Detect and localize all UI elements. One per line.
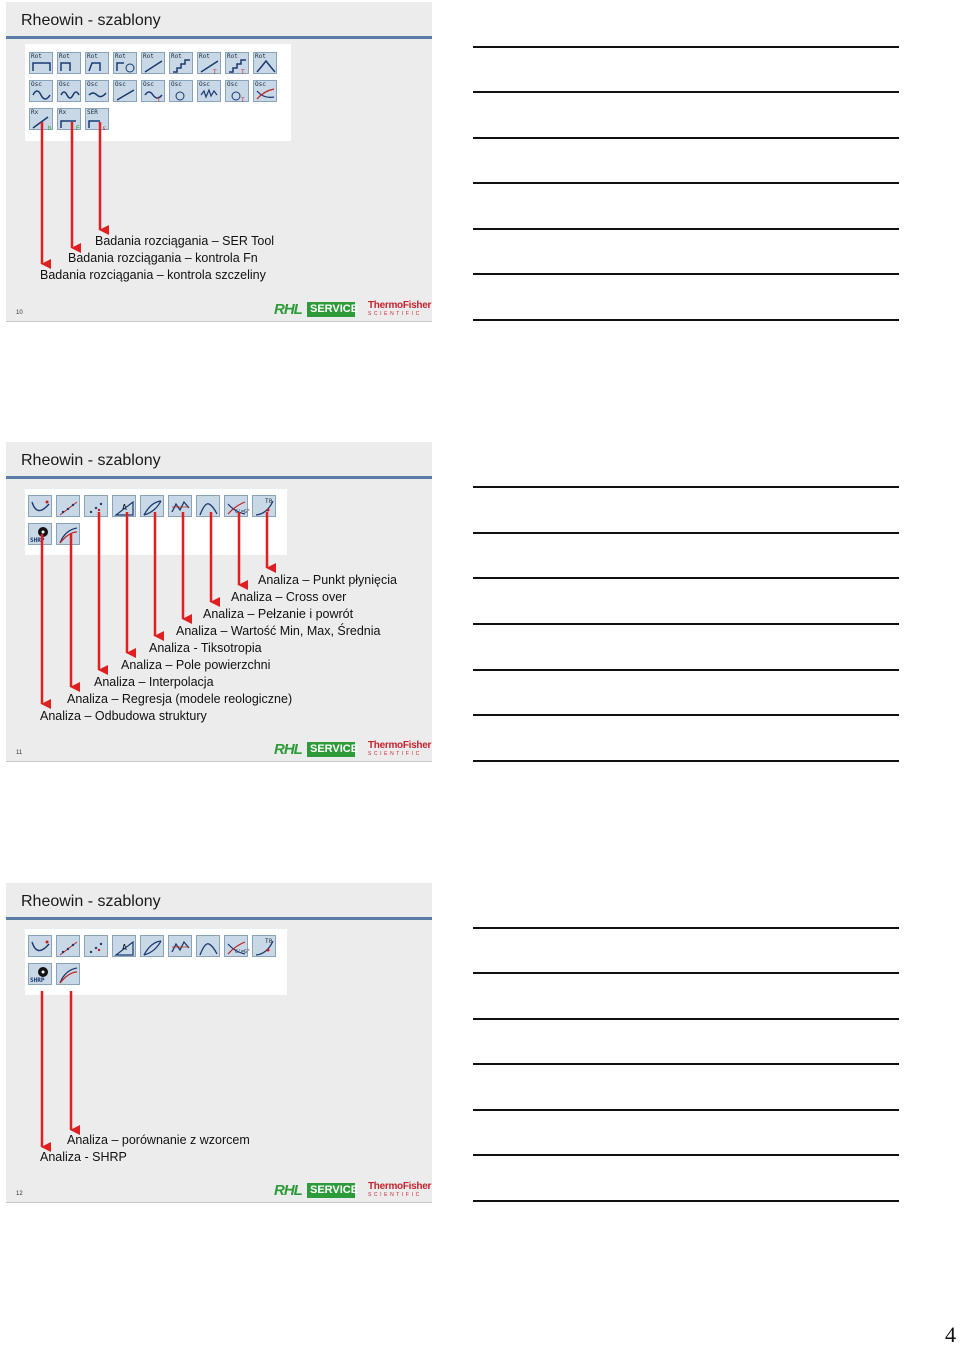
thermo-fisher-logo: ThermoFisher SCIENTIFIC bbox=[368, 300, 432, 317]
rhl-service-logo: RHL SERVICE bbox=[274, 301, 359, 318]
label-cross-over: Analiza – Cross over bbox=[231, 590, 347, 604]
slide-title: Rheowin - szablony bbox=[21, 893, 161, 910]
label-structure-recovery: Analiza – Odbudowa struktury bbox=[40, 709, 207, 723]
label-thixotropy: Analiza - Tiksotropia bbox=[149, 641, 262, 655]
osc-clock-icon[interactable]: Osc bbox=[169, 80, 193, 102]
rhl-service-logo: RHL SERVICE bbox=[274, 1182, 359, 1199]
svg-text:T: T bbox=[241, 70, 245, 75]
label-reference-compare: Analiza – porównanie z wzorcem bbox=[67, 1133, 250, 1147]
slide-12 bbox=[6, 883, 432, 1203]
yield-point-icon[interactable]: Τ0 bbox=[252, 495, 276, 517]
osc-wave-icon[interactable]: Osc bbox=[29, 80, 53, 102]
svg-text:T: T bbox=[241, 98, 245, 103]
footer-rule bbox=[6, 1202, 432, 1203]
note-line bbox=[473, 1154, 899, 1156]
rot-ramp-temp-icon[interactable]: Rot T bbox=[197, 52, 221, 74]
svg-text:T: T bbox=[213, 70, 217, 75]
osc-freq-icon[interactable]: Osc bbox=[57, 80, 81, 102]
note-line bbox=[473, 1200, 899, 1202]
note-line bbox=[473, 319, 899, 321]
note-line bbox=[473, 1109, 899, 1111]
rot-up-down-icon[interactable]: Rot bbox=[253, 52, 277, 74]
label-interpolation: Analiza – Interpolacja bbox=[94, 675, 214, 689]
rot-step-time-icon[interactable]: Rot bbox=[57, 52, 81, 74]
osc-wave-temp-icon[interactable]: Osc T bbox=[141, 80, 165, 102]
slide-11 bbox=[6, 442, 432, 762]
osc-ramp-icon[interactable]: Osc bbox=[113, 80, 137, 102]
note-line bbox=[473, 669, 899, 671]
cross-over-icon[interactable]: G'=G" bbox=[224, 935, 248, 957]
footer-rule bbox=[6, 761, 432, 762]
note-line bbox=[473, 228, 899, 230]
rot-stairs-icon[interactable]: Rot bbox=[169, 52, 193, 74]
shrp-icon[interactable]: SHRP bbox=[28, 963, 52, 985]
rx-force-icon[interactable]: Rx F bbox=[59, 109, 80, 131]
label-min-max: Analiza – Wartość Min, Max, Średnia bbox=[176, 624, 381, 638]
slide-number: 12 bbox=[16, 1191, 23, 1197]
note-line bbox=[473, 486, 899, 488]
slide-title: Rheowin - szablony bbox=[21, 452, 161, 469]
rot-ramp-icon[interactable]: Rot bbox=[141, 52, 165, 74]
label-gap-control: Badania rozciągania – kontrola szczeliny bbox=[40, 268, 266, 282]
rx-gap-icon[interactable]: Rx h bbox=[31, 109, 52, 131]
thermo-fisher-logo: ThermoFisher SCIENTIFIC bbox=[368, 740, 432, 757]
arrows-layer bbox=[6, 2, 432, 322]
label-area: Analiza – Pole powierzchni bbox=[121, 658, 271, 672]
note-line bbox=[473, 1063, 899, 1065]
label-yield-point: Analiza – Punkt płynięcia bbox=[258, 573, 397, 587]
osc-cross-icon[interactable]: Osc bbox=[253, 80, 277, 102]
svg-text:h: h bbox=[48, 126, 52, 131]
note-line bbox=[473, 273, 899, 275]
shrp-icon[interactable]: SHRP bbox=[28, 523, 52, 545]
rot-clock-icon[interactable]: Rot bbox=[113, 52, 137, 74]
svg-text:F: F bbox=[76, 126, 80, 131]
cross-over-icon[interactable]: G'=G" bbox=[224, 495, 248, 517]
note-line bbox=[473, 760, 899, 762]
note-line bbox=[473, 532, 899, 534]
label-ser-tool: Badania rozciągania – SER Tool bbox=[95, 234, 275, 248]
osc-clock-temp-icon[interactable]: Osc T bbox=[225, 80, 249, 102]
note-line bbox=[473, 577, 899, 579]
note-line bbox=[473, 714, 899, 716]
note-line bbox=[473, 623, 899, 625]
rot-step-icon[interactable]: Rot bbox=[29, 52, 53, 74]
arrows-layer bbox=[6, 883, 432, 1203]
ser-tool-icon[interactable]: SER ε bbox=[85, 108, 109, 130]
slide-number: 11 bbox=[16, 750, 23, 756]
rhl-service-logo: RHL SERVICE bbox=[274, 741, 359, 758]
page-number: 4 bbox=[945, 1322, 956, 1347]
label-force-control: Badania rozciągania – kontrola Fn bbox=[68, 251, 258, 265]
area-icon[interactable]: A bbox=[112, 935, 136, 957]
svg-text:T: T bbox=[157, 98, 161, 103]
note-line bbox=[473, 46, 899, 48]
label-shrp: Analiza - SHRP bbox=[40, 1150, 127, 1164]
slide-number: 10 bbox=[16, 310, 23, 316]
note-line bbox=[473, 91, 899, 93]
arrows-layer bbox=[6, 442, 432, 762]
area-icon[interactable]: A bbox=[112, 495, 136, 517]
label-creep: Analiza – Pełzanie i powrót bbox=[203, 607, 354, 621]
note-line bbox=[473, 972, 899, 974]
yield-point-icon[interactable]: Τ0 bbox=[252, 935, 276, 957]
osc-noise-icon[interactable]: Osc bbox=[197, 80, 221, 102]
note-line bbox=[473, 182, 899, 184]
svg-text:ε: ε bbox=[103, 126, 106, 131]
rot-pulse-icon[interactable]: Rot bbox=[85, 52, 109, 74]
slide-10 bbox=[6, 2, 432, 322]
label-regression: Analiza – Regresja (modele reologiczne) bbox=[67, 692, 293, 706]
note-line bbox=[473, 927, 899, 929]
footer-rule bbox=[6, 321, 432, 322]
note-line bbox=[473, 137, 899, 139]
osc-amp-icon[interactable]: Osc bbox=[85, 80, 109, 102]
rot-stairs-temp-icon[interactable]: Rot T bbox=[225, 52, 249, 74]
slide-title: Rheowin - szablony bbox=[21, 12, 161, 29]
thermo-fisher-logo: ThermoFisher SCIENTIFIC bbox=[368, 1181, 432, 1198]
note-line bbox=[473, 1018, 899, 1020]
